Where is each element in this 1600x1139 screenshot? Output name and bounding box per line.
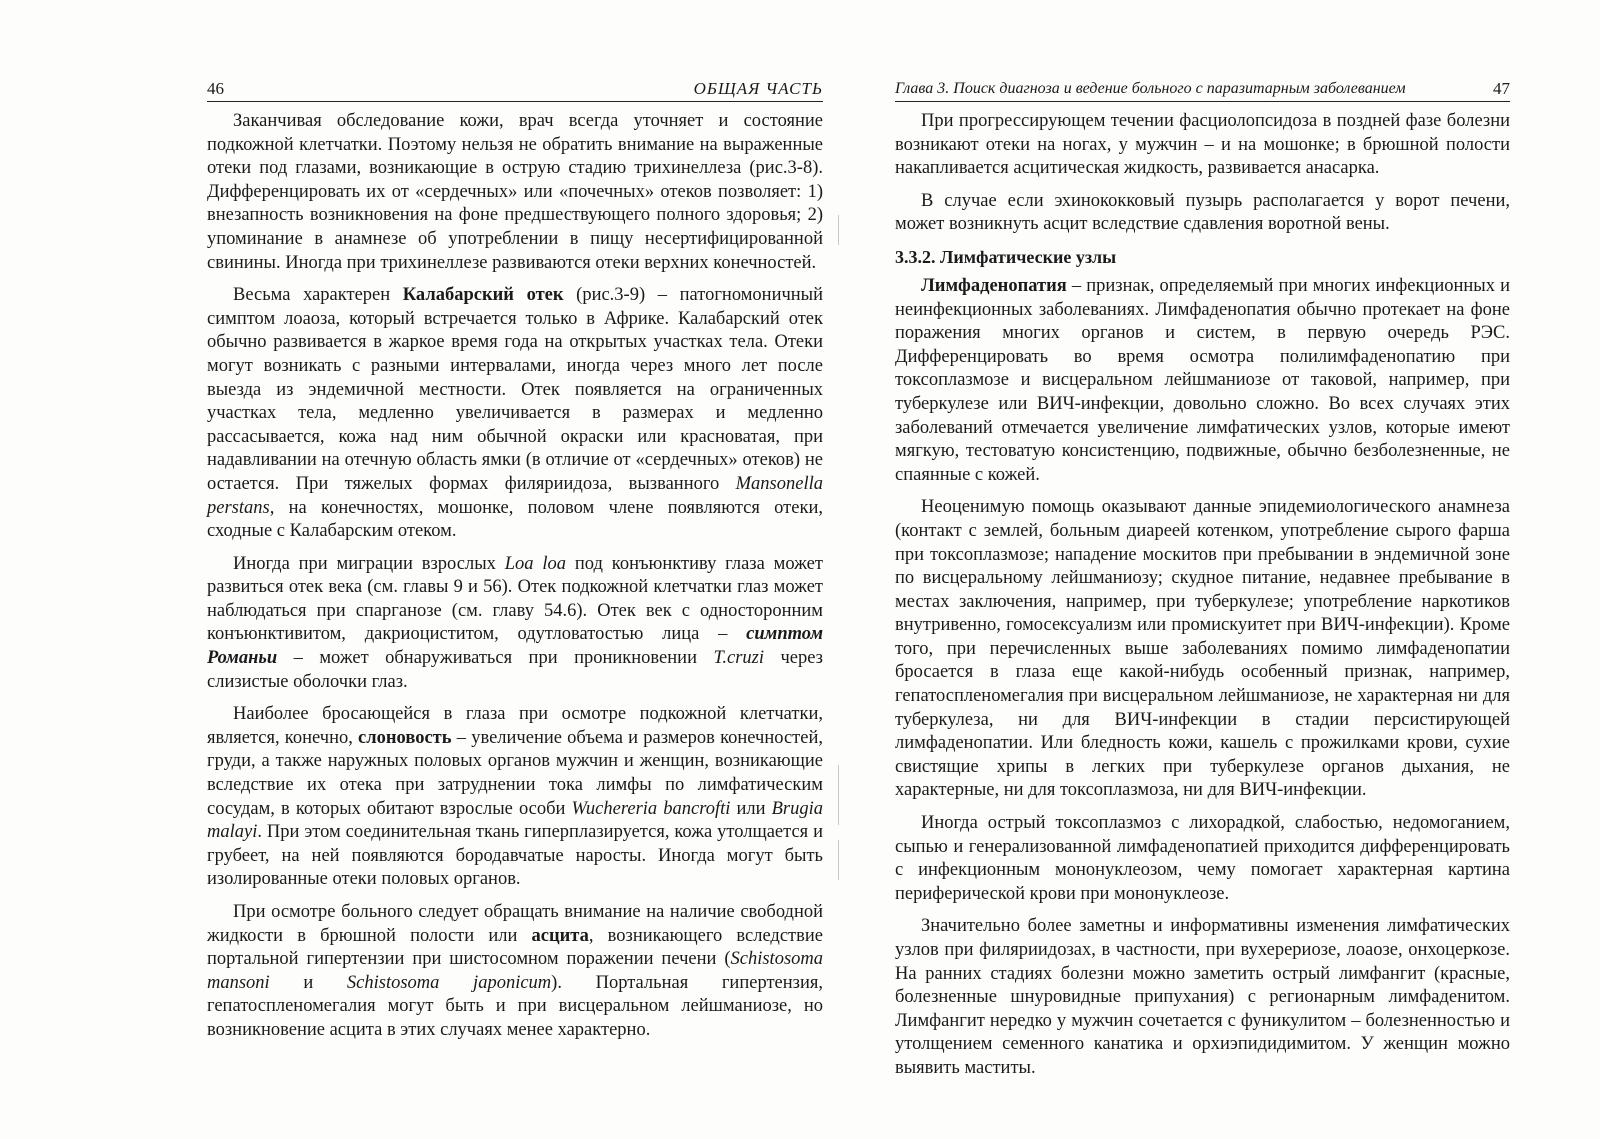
term-ascites: асцита [531, 925, 589, 946]
section-heading: 3.3.2. Лимфатические узлы [895, 246, 1117, 267]
right-page [840, 0, 1600, 1139]
species-name: Schistosoma japonicum [346, 972, 552, 993]
gutter-mark [838, 840, 839, 880]
gutter-mark [838, 215, 839, 245]
species-name: Mansonella perstans [207, 473, 823, 518]
running-title: ОБЩАЯ ЧАСТЬ [693, 79, 823, 98]
species-name: T.cruzi [713, 648, 764, 669]
gutter-mark [838, 765, 839, 825]
term-elephantiasis: слоновость [358, 727, 452, 748]
paragraph: Значительно более заметны и информативны изменения лимфатических узлов при филяриидозах, в частности, при вухерериозе, лоаозе, онхоцеркозе. На ранних стадиях болезни можно заметить острый лимфангит (красные, болезненные шнуровидные припухания) с регионарным лимфаденитом. Лимфангит нередко у мужчин сочетается с фуникулитом – болезненностью и утолщением семенного канатика и орхиэпидидимитом. У женщин можно выявить маститы. [895, 916, 1510, 1078]
paragraph: В случае если эхинококковый пузырь располагается у ворот печени, может возникнуть асцит вследствие сдавления воротной вены. [895, 190, 1510, 235]
paragraph: Лимфаденопатия – признак, определяемый при многих инфекционных и неинфекционных заболеваниях. Лимфаденопатия обычно протекает на фоне поражения многих органов и систем, в первую очередь РЭС. Дифференцировать во время осмотра полилимфаденопатию при токсоплазмозе и висцеральном лейшманиозе от таковой, например, при туберкулезе или ВИЧ-инфекции, довольно сложно. Во всех случаях этих заболеваний отмечается увеличение лимфатических узлов, которые имеют мягкую, тестоватую консистенцию, подвижные, обычно безболезненные, не спаянные с кожей. [895, 275, 1510, 485]
page-number: 46 [207, 79, 224, 98]
paragraph: Иногда острый токсоплазмоз с лихорадкой, слабостью, недомоганием, сыпью и генерализованной лимфаденопатией приходится дифференцировать с инфекционным мононуклеозом, чему помогает характерная картина периферической крови при мононуклеозе. [895, 813, 1510, 904]
species-name: Schistosoma mansoni [207, 949, 823, 993]
left-page-header [207, 79, 823, 102]
paragraph: Заканчивая обследование кожи, врач всегда уточняет и состояние подкожной клетчатки. Поэтому нельзя не обратить внимание на выраженные отеки под глазами, возникающие в острую стадию трихинеллеза (рис.3-8). Дифференцировать их от «сердечных» или «почечных» отеков позволяет: 1) внезапность возникновения на фоне предшествующего полного здоровья; 2) упоминание в анамнезе об употреблении в пищу несертифицированной свинины. Иногда при трихинеллезе развиваются отеки верхних конечностей. [207, 111, 823, 273]
paragraph: Весьма характерен Калабарский отек (рис.3-9) – патогномоничный симптом лоаоза, который встречается только в Африке. Калабарский отек обычно развивается в жаркое время года на открытых участках тела. Отеки могут возникать с разными интервалами, иногда через много лет после выезда из эндемичной местности. Отек появляется на ограниченных участках тела, медленно увеличивается в размерах и медленно рассасывается, кожа над ним обычной окраски или красноватая, при надавливании на отечную область ямки (в отличие от «сердечных» отеков) не остается. При тяжелых формах филяриидоза, вызванного Mansonella perstans, на конечностях, мошонке, половом члене появляются отеки, сходные с Калабарским отеком. [207, 285, 824, 542]
paragraph: Наиболее бросающейся в глаза при осмотре подкожной клетчатки, является, конечно, слоновость – увеличение объема и размеров конечностей, груди, а также наружных половых органов мужчин и женщин, возникающие вследствие их отека при затруднении тока лимфы по лимфатическим сосудам, в которых обитают взрослые особи Wuchereria bancrofti или Brugia malayi. При этом соединительная ткань гиперплазируется, кожа утолщается и грубеет, на ней появляются бородавчатые наросты. Иногда могут быть изолированные отеки половых органов. [207, 704, 823, 890]
paragraph: При осмотре больного следует обращать внимание на наличие свободной жидкости в брюшной полости или асцита, возникающего вследствие портальной гипертензии при шистосомном поражении печени (Schistosoma mansoni и Schistosoma japonicum). Портальная гипертензия, гепатоспленомегалия могут быть и при висцеральном лейшманиозе, но возникновение асцита в этих случаях менее характерно. [207, 902, 823, 1040]
right-text-column [895, 110, 1510, 1090]
left-text-column [207, 110, 823, 1052]
species-name: Loa loa [504, 553, 567, 574]
page-number: 47 [1493, 79, 1510, 98]
term-lymphadenopathy: Лимфаденопатия [921, 275, 1067, 296]
species-name: Wuchereria bancrofti [571, 798, 731, 819]
paragraph: Неоценимую помощь оказывают данные эпидемиологического анамнеза (контакт с землей, больным диареей котенком, употребление сырого фарша при токсоплазмозе; нападение москитов при пребывании в эндемичной зоне по висцеральному лейшманиозу; скудное питание, недавнее пребывание в местах заключения, например, при туберкулезе; употребление наркотиков внутривенно, гомосексуализм или промискуитет при ВИЧ-инфекции). Кроме того, при перечисленных выше заболеваниях помимо лимфаденопатии бросается в глаза еще какой-нибудь особенный признак, например, гепатоспленомегалия при висцеральном лейшманиозе, не характерная ни для туберкулеза, ни для ВИЧ-инфекции в стадии персистирующей лимфаденопатии. Или бледность кожи, кашель с прожилками крови, сухие свистящие хрипы в легких при туберкулезе органов дыхания, не характерные, ни для токсоплазмоза, ни для ВИЧ-инфекции. [895, 497, 1510, 801]
term-calabar-swelling: Калабарский отек [402, 285, 564, 306]
right-page-header [895, 79, 1510, 102]
paragraph: Иногда при миграции взрослых Loa loa под конъюнктиву глаза может развиться отек века (см. главы 9 и 56). Отек подкожной клетчатки глаз может наблюдаться при спарганозе (см. главу 54.6). Отек век с односторонним конъюнктивитом, дакриоциститом, одутловатостью лица – симптом Романьи – может обнаруживаться при проникновении T.cruzi через слизистые оболочки глаз. [207, 553, 823, 692]
species-name: Brugia malayi [207, 798, 823, 843]
running-title: Глава 3. Поиск диагноза и ведение больного с паразитарным заболеванием [895, 80, 1406, 97]
term-romana-sign: симптом Романьи [207, 624, 823, 669]
paragraph: При прогрессирующем течении фасциолопсидоза в поздней фазе болезни возникают отеки на ногах, у мужчин – и на мошонке; в брюшной полости накапливается асцитическая жидкость, развивается анасарка. [895, 111, 1510, 179]
